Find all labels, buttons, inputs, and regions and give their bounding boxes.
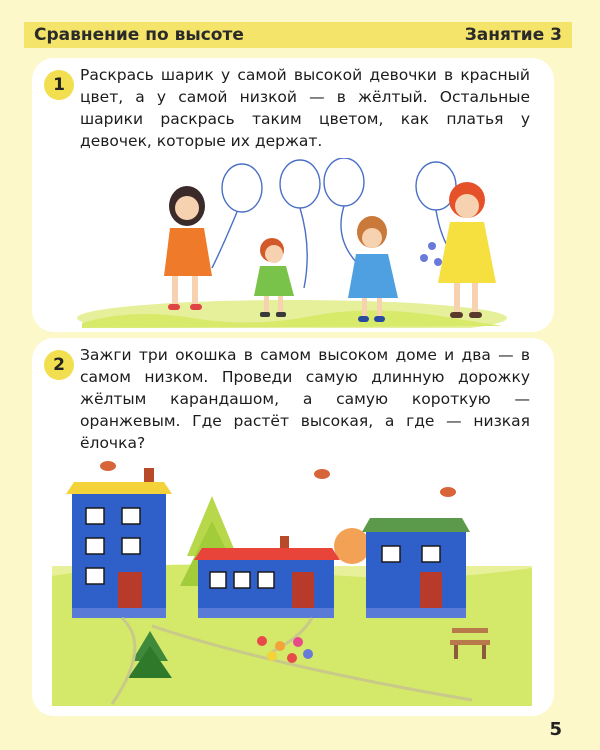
houses-and-trees-illustration — [52, 456, 532, 706]
house-lowest — [194, 536, 340, 618]
house-middle — [362, 518, 470, 618]
task-1-card — [32, 58, 554, 332]
task-1-text: Раскрась шарик у самой высокой девочки в красный цвет, а у самой низкой — в жёлтый. Остальные шарики раскрась таким цветом, как платья у девочек, которые их держат. — [80, 66, 530, 150]
girl-1 — [164, 186, 212, 310]
girls-with-balloons-illustration — [72, 158, 512, 328]
lesson-label: Занятие 3 — [464, 25, 562, 45]
girl-4 — [420, 182, 496, 318]
task-2-text: Зажги три окошка в самом высоком доме и два — в самом низком. Проведи самую длинную дорожку жёлтым карандашом, а самую короткую — оранжевым. Где растёт высокая, а где — низкая ёлочка? — [80, 346, 530, 452]
page-title: Сравнение по высоте — [34, 25, 244, 45]
house-tallest — [66, 468, 172, 618]
task-1-number: 1 — [44, 70, 74, 100]
task-2-number: 2 — [44, 350, 74, 380]
task-2-card — [32, 338, 554, 716]
page-number: 5 — [549, 719, 562, 740]
page-header — [24, 22, 572, 48]
